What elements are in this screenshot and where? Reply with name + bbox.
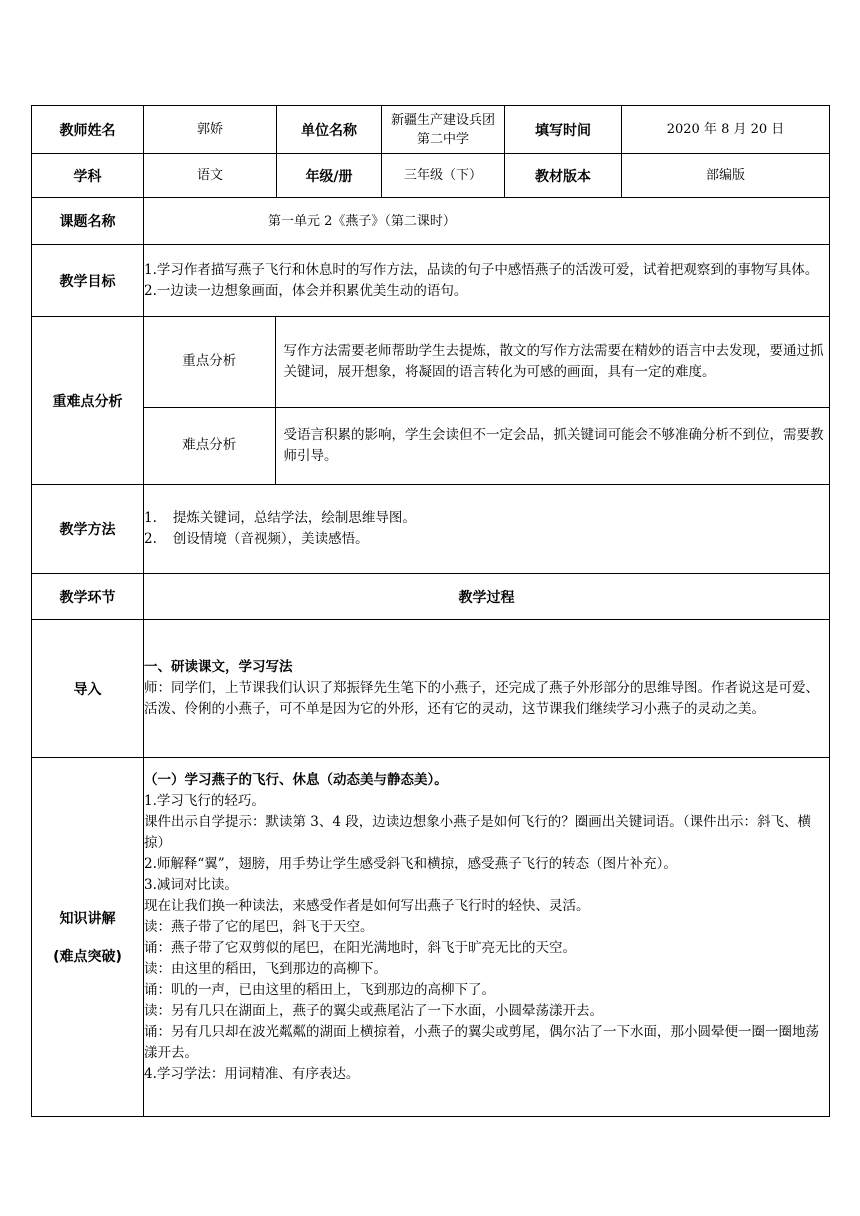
analysis-subtable bbox=[144, 317, 829, 484]
lesson-plan-table bbox=[31, 105, 830, 1117]
method-number: 1. bbox=[144, 510, 157, 526]
knowledge-line: 诵：叽的一声，已由这里的稻田上，飞到那边的高柳下了。 bbox=[144, 982, 495, 998]
knowledge-line: 诵：燕子带了它双剪似的尾巴，在阳光满地时，斜飞于旷亮无比的天空。 bbox=[144, 940, 576, 956]
knowledge-line: 课件出示自学提示：默读第 3、4 段，边读边想象小燕子是如何飞行的？圈画出关键词语。（课件出示：斜飞、横掠） bbox=[144, 814, 812, 851]
grade-value: 三年级（下） bbox=[382, 154, 505, 198]
methods-content bbox=[144, 485, 830, 574]
knowledge-line: 读：燕子带了它的尾巴，斜飞于天空。 bbox=[144, 919, 374, 935]
key-point-label: 重点分析 bbox=[144, 317, 275, 407]
knowledge-line: 读：由这里的稻田，飞到那边的高柳下。 bbox=[144, 961, 387, 977]
process-header-row bbox=[32, 574, 830, 620]
process-step-label: 教学环节 bbox=[32, 574, 144, 620]
knowledge-line: 现在让我们换一种读法，来感受作者是如何写出燕子飞行时的轻快、灵活。 bbox=[144, 898, 590, 914]
topic-label: 课题名称 bbox=[32, 198, 144, 245]
analysis-content bbox=[144, 317, 830, 485]
teacher-label: 教师姓名 bbox=[32, 106, 144, 154]
topic-row bbox=[32, 198, 830, 245]
goal-item: 2.一边读一边想象画面，体会并积累优美生动的语句。 bbox=[144, 282, 468, 299]
topic-value: 第一单元 2《燕子》（第二课时） bbox=[144, 198, 830, 245]
edition-label: 教材版本 bbox=[505, 154, 622, 198]
unit-name: 新疆生产建设兵团第二中学 bbox=[382, 106, 505, 154]
method-item bbox=[144, 508, 829, 529]
knowledge-label-cell bbox=[32, 758, 144, 1117]
grade-label: 年级/册 bbox=[277, 154, 382, 198]
knowledge-sublabel: (难点突破) bbox=[53, 949, 122, 965]
knowledge-line: 2.师解释“翼”，翅膀，用手势让学生感受斜飞和横掠，感受燕子飞行的转态（图片补充）。 bbox=[144, 856, 677, 872]
key-point-row bbox=[144, 317, 829, 407]
unit-label: 单位名称 bbox=[277, 106, 382, 154]
knowledge-line: 读：另有几只在湖面上，燕子的翼尖或燕尾沾了一下水面，小圆晕荡漾开去。 bbox=[144, 1003, 603, 1019]
knowledge-line: 4.学习学法：用词精准、有序表达。 bbox=[144, 1066, 360, 1082]
analysis-row bbox=[32, 317, 830, 485]
goal-item: 1.学习作者描写燕子飞行和休息时的写作方法，品读的句子中感悟燕子的活泼可爱，试着把观察到的事物写具体。 bbox=[144, 261, 819, 278]
knowledge-heading: （一）学习燕子的飞行、休息（动态美与静态美）。 bbox=[144, 772, 448, 788]
knowledge-row bbox=[32, 758, 830, 1117]
knowledge-line: 3.减词对比读。 bbox=[144, 877, 238, 893]
teacher-name: 郭娇 bbox=[144, 106, 277, 154]
intro-row bbox=[32, 620, 830, 758]
intro-text: 师：同学们，上节课我们认识了郑振铎先生笔下的小燕子，还完成了燕子外形部分的思维导图。作者说这是可爱、活泼、伶俐的小燕子，可不单是因为它的外形，还有它的灵动，这节课我们继续学习小燕子的灵动之美。 bbox=[144, 680, 819, 717]
difficult-point-row bbox=[144, 407, 829, 484]
header-row-2 bbox=[32, 154, 830, 198]
lesson-plan bbox=[31, 105, 829, 1117]
methods-row bbox=[32, 485, 830, 574]
goals-label: 教学目标 bbox=[32, 245, 144, 317]
method-item bbox=[144, 529, 829, 550]
goals-content bbox=[144, 245, 830, 317]
difficult-point-label: 难点分析 bbox=[144, 407, 275, 484]
subject-label: 学科 bbox=[32, 154, 144, 198]
header-row-1 bbox=[32, 106, 830, 154]
knowledge-content bbox=[144, 758, 830, 1117]
knowledge-line: 1.学习飞行的轻巧。 bbox=[144, 793, 265, 809]
method-text: 创设情境（音视频），美读感悟。 bbox=[172, 531, 369, 547]
date-label: 填写时间 bbox=[505, 106, 622, 154]
knowledge-line: 诵：另有几只却在波光粼粼的湖面上横掠着，小燕子的翼尖或剪尾，偶尔沾了一下水面，那小圆晕便一圈一圈地荡漾开去。 bbox=[144, 1024, 819, 1061]
methods-label: 教学方法 bbox=[32, 485, 144, 574]
process-title: 教学过程 bbox=[144, 574, 830, 620]
subject-value: 语文 bbox=[144, 154, 277, 198]
intro-content bbox=[144, 620, 830, 758]
date-value: 2020 年 8 月 20 日 bbox=[622, 106, 830, 154]
key-point-text: 写作方法需要老师帮助学生去提炼，散文的写作方法需要在精妙的语言中去发现，要通过抓关键词，展开想象，将凝固的语言转化为可感的画面，具有一定的难度。 bbox=[275, 317, 829, 407]
method-text: 提炼关键词，总结学法，绘制思维导图。 bbox=[172, 510, 416, 526]
analysis-label: 重难点分析 bbox=[32, 317, 144, 485]
method-number: 2. bbox=[144, 531, 157, 547]
difficult-point-text: 受语言积累的影响，学生会读但不一定会品，抓关键词可能会不够准确分析不到位，需要教师引导。 bbox=[275, 407, 829, 484]
edition-value: 部编版 bbox=[622, 154, 830, 198]
intro-label: 导入 bbox=[32, 620, 144, 758]
goals-row bbox=[32, 245, 830, 317]
intro-heading: 一、研读课文，学习写法 bbox=[144, 659, 293, 675]
knowledge-label: 知识讲解 bbox=[59, 911, 116, 927]
